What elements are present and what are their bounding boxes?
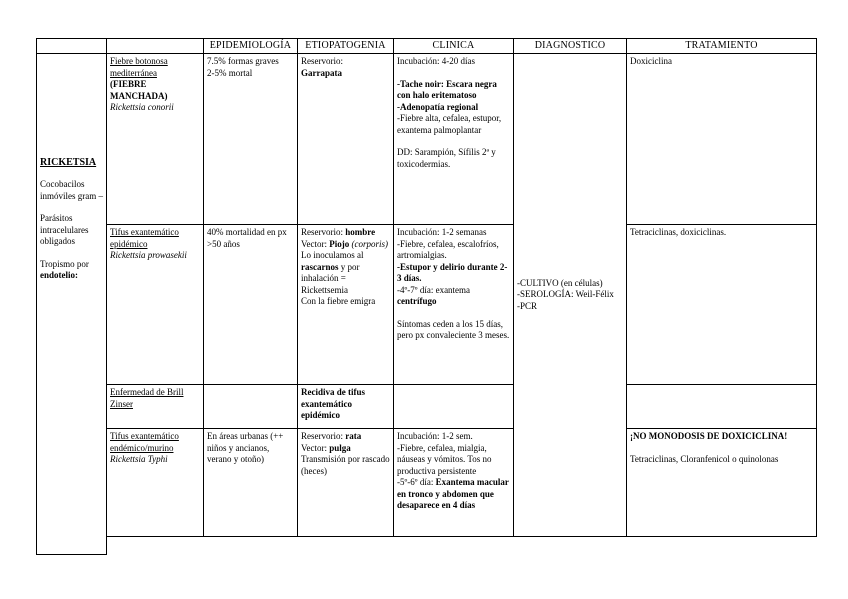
clinical-cell: Incubación: 4-20 días -Tache noir: Escara negra con halo eritematoso -Adenopatía regional -Fiebre alta, cefalea, estupor, exantema palmoplantar DD: Sarampión, Sífilis 2ª y toxicodermias.: [394, 54, 514, 225]
etiopathogenesis-cell: Reservorio: hombre Vector: Piojo (corporis) Lo inoculamos al rascarnos y por inhalación = Rickettsemia Con la fiebre emigra: [298, 225, 394, 385]
table-row: [37, 54, 817, 225]
etiopathogenesis-cell: Reservorio: rata Vector: pulga Transmisión por rascado (heces): [298, 429, 394, 537]
epidemiology-cell: [204, 385, 298, 429]
group-desc-3: Tropismo por endotelio:: [40, 258, 89, 280]
group-desc-1: Cocobacilos inmóviles gram –: [40, 179, 103, 201]
epidemiology-cell: 7.5% formas graves 2-5% mortal: [204, 54, 298, 225]
epidemiology-cell: 40% mortalidad en px >50 años: [204, 225, 298, 385]
trailing-empty: [107, 537, 817, 555]
clinical-cell: [394, 385, 514, 429]
table-row: [37, 385, 817, 429]
treatment-cell: [627, 385, 817, 429]
ricketsia-table: [36, 38, 817, 555]
table-row-trailing: [37, 537, 817, 555]
header-tratamiento: TRATAMIENTO: [627, 39, 817, 54]
clinical-cell: Incubación: 1-2 sem. -Fiebre, cefalea, mialgia, náuseas y vómitos. Tos no productiva persistente -5º-6º día: Exantema macular en tronco y abdomen que desaparece en 4 días: [394, 429, 514, 537]
diagnosis-cell: -CULTIVO (en células) -SEROLOGÍA: Weil-Félix -PCR: [514, 54, 627, 537]
disease-name: Tifus exantemático epidémico Rickettsia prowasekii: [107, 225, 204, 385]
group-cell: [37, 54, 107, 555]
disease-name: Fiebre botonosa mediterránea (FIEBRE MANCHADA) Rickettsia conorii: [107, 54, 204, 225]
table-row: [37, 429, 817, 537]
header-etiopatogenia: ETIOPATOGENIA: [298, 39, 394, 54]
header-empty-1: [37, 39, 107, 54]
header-epidemiologia: EPIDEMIOLOGÍA: [204, 39, 298, 54]
table-row: [37, 225, 817, 385]
header-clinica: CLINICA: [394, 39, 514, 54]
disease-name: Enfermedad de Brill Zinser: [107, 385, 204, 429]
group-title: RICKETSIA: [40, 156, 97, 168]
etiopathogenesis-cell: Recidiva de tifus exantemático epidémico: [298, 385, 394, 429]
disease-name: Tifus exantemático endémico/murino Rickettsia Typhi: [107, 429, 204, 537]
header-diagnostico: DIAGNOSTICO: [514, 39, 627, 54]
treatment-cell: Doxiciclina: [627, 54, 817, 225]
clinical-cell: Incubación: 1-2 semanas -Fiebre, cefalea, escalofríos, artromialgias. -Estupor y delirio durante 2-3 días. -4º-7º día: exantema centrífugo Síntomas ceden a los 15 días, pero px convaleciente 3 meses.: [394, 225, 514, 385]
epidemiology-cell: En áreas urbanas (++ niños y ancianos, verano y otoño): [204, 429, 298, 537]
header-row: [37, 39, 817, 54]
group-desc-2: Parásitos intracelulares obligados: [40, 213, 89, 246]
treatment-cell: ¡NO MONODOSIS DE DOXICICLINA! Tetraciclinas, Cloranfenicol o quinolonas: [627, 429, 817, 537]
treatment-cell: Tetraciclinas, doxiciclinas.: [627, 225, 817, 385]
header-empty-2: [107, 39, 204, 54]
etiopathogenesis-cell: Reservorio: Garrapata: [298, 54, 394, 225]
